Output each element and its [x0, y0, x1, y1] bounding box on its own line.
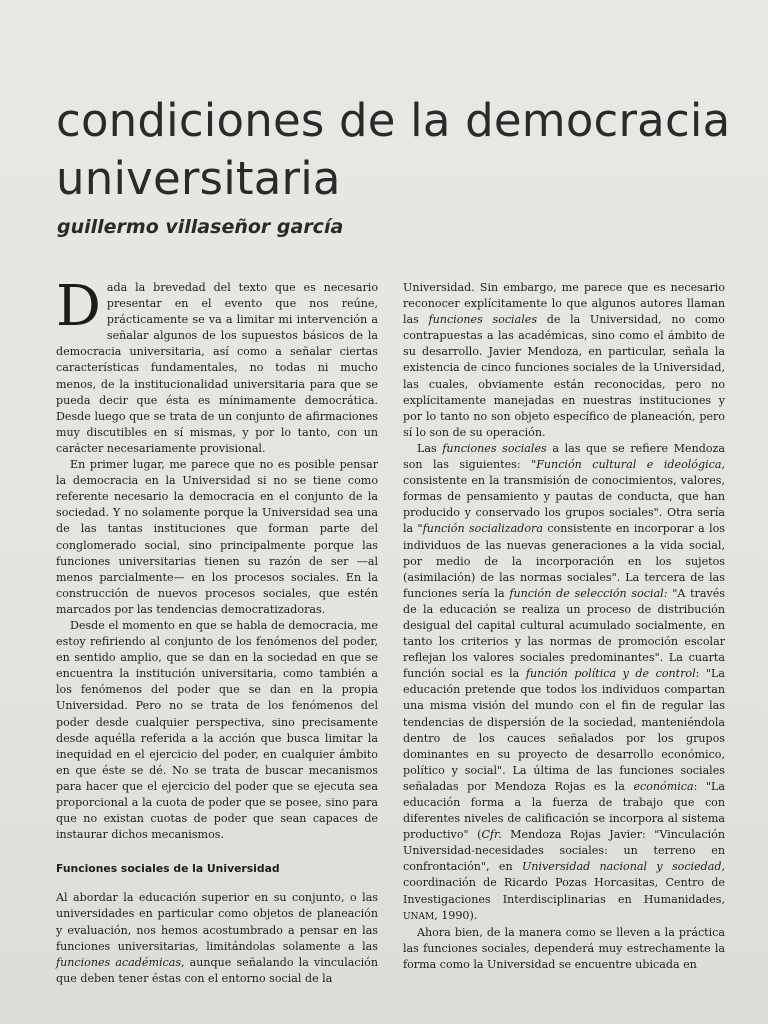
emphasis-text: Universidad nacional y sociedad: [521, 860, 722, 874]
text-run: , aunque señalando la vinculación que deben tener éstas con el entorno social de la: [56, 955, 378, 985]
emphasis-text: funciones sociales: [442, 441, 547, 455]
emphasis-text: función política y de control: [525, 667, 696, 681]
text-run: , consistente en la transmisión de conocimientos, valores, formas de pensamiento y pautas de conducta, que han producido y conservado los grupos sociales". Otra sería la ": [403, 458, 725, 536]
emphasis-text: funciones sociales: [428, 313, 538, 327]
text-run: Las: [417, 441, 443, 455]
small-caps-text: UNAM: [403, 911, 435, 922]
emphasis-text: Función cultural e ideológica: [536, 458, 722, 472]
text-run: a las que se refiere Mendoza son las siguientes: ": [403, 441, 725, 472]
text-run: : "La educación pretende que todos los individuos compartan una misma visión del mundo con el fin de regular las tendencias de dispersión de la sociedad, manteniéndola dentro de los cauces señalados por los grupos dominantes en su proyecto de desarrollo económico, político y social". La última de las funciones sociales señaladas por Mendoza Rojas es la: [403, 667, 725, 793]
article-title: condiciones de la democracia universitaria: [56, 94, 731, 205]
paragraph-mendoza-functions: [403, 441, 725, 925]
paragraph-text: ada la brevedad del texto que es necesario presentar en el evento que nos reúne, prácticamente se va a limitar mi intervención a señalar algunos de los supuestos básicos de la democracia universitaria, así como a señalar ciertas características fundamentales, no todas ni mucho menos, de la institucionalidad universitaria para que se pueda decir que ésta es mínimamente democrática. Desde luego que se trata de un conjunto de afirmaciones muy discutibles en sí mismas, y por lo tanto, con un carácter necesariamente provisional.: [56, 281, 378, 455]
article-author: guillermo villaseñor garcía: [57, 216, 344, 238]
right-column: [403, 280, 725, 973]
emphasis-text: económica: [633, 779, 694, 793]
left-column: [56, 274, 378, 987]
emphasis-text: función socializadora: [422, 522, 543, 536]
text-run: consistente en incorporar a los individuos de las nuevas generaciones a la vida social, por medio de la incorporación en los sujetos (asimilación) de las normas sociales". La tercera de las funciones sería la: [403, 522, 726, 600]
emphasis-text: funciones académicas: [56, 955, 182, 969]
text-run: : "La educación forma a la fuerza de trabajo que con diferentes niveles de calificación se incorpora al sistema productivo" (: [403, 779, 725, 842]
paragraph-social-functions: [403, 280, 725, 441]
text-run: Mendoza Rojas Javier: "Vinculación Universidad-necesidades sociales: un terreno en confrontación", en: [403, 828, 725, 874]
text-run: , coordinación de Ricardo Pozas Horcasitas, Centro de Investigaciones Interdisciplinarias en Humanidades,: [403, 860, 725, 906]
emphasis-text: Cfr.: [481, 828, 502, 842]
drop-cap: D: [56, 274, 101, 339]
text-run: de la Universidad, no como contrapuestas a las académicas, sino como el ámbito de su desarrollo. Javier Mendoza, en particular, señala la existencia de cinco funciones sociales de la Universidad, las cuales, obviamente están reconocidas, pero no explícitamente manejadas en nuestras instituciones y por lo tanto no son objeto específico de planeación, pero sí lo son de su operación.: [403, 313, 725, 439]
paragraph-academic-functions: [56, 890, 378, 987]
paragraph-democracy-society: En primer lugar, me parece que no es posible pensar la democracia en la Universidad si no se tiene como referente necesario la democracia en el conjunto de la sociedad. Y no solamente porque la Universidad sea una de las tantas instituciones que forman parte del conglomerado social, sino principalmente porque las funciones universitarias tienen su razón de ser —al menos parcialmente— en los procesos sociales. En la construcción de nuevos procesos sociales, que estén marcados por las tendencias democratizadoras.: [56, 458, 378, 616]
text-run: Universidad. Sin embargo, me parece que es necesario reconocer explícitamente lo que algunos autores llaman las: [403, 281, 725, 327]
paragraph-power: Desde el momento en que se habla de democracia, me estoy refiriendo al conjunto de los fenómenos del poder, en sentido amplio, que se dan en la sociedad en que se encuentra la institución universitaria, como también a los fenómenos del poder que se dan en la propia Universidad. Pero no se trata de los fenómenos del poder desde cualquier perspectiva, sino precisamente desde aquélla referida a la acción que busca limitar la inequidad en el ejercicio del poder, en cualquier ámbito en que éste se dé. No se trata de buscar mecanismos para hacer que el ejercicio del poder que se ejecuta sea proporcional a la cuota de poder que se posee, sino para que no existan cuotas de poder que sean capaces de instaurar dichos mecanismos.: [56, 618, 378, 842]
section-heading: Funciones sociales de la Universidad: [56, 862, 280, 876]
paragraph-intro: [56, 274, 378, 457]
emphasis-text: función de selección social:: [509, 586, 668, 600]
paragraph-practice: Ahora bien, de la manera como se lleven a la práctica las funciones sociales, dependerá muy estrechamente la forma como la Universidad se encuentre ubicada en: [403, 925, 725, 971]
text-run: "A través de la educación se realiza un proceso de distribución desigual del capital cultural acumulado socialmente, en tanto los criterios y las normas de promoción escolar reflejan los valores sociales predominantes". La cuarta función social es la: [403, 586, 725, 681]
text-run: , 1990).: [434, 908, 478, 922]
text-run: Al abordar la educación superior en su conjunto, o las universidades en particular como objetos de planeación y evaluación, nos hemos acostumbrado a pensar en las funciones universitarias, limitándolas solamente a las: [56, 891, 378, 953]
